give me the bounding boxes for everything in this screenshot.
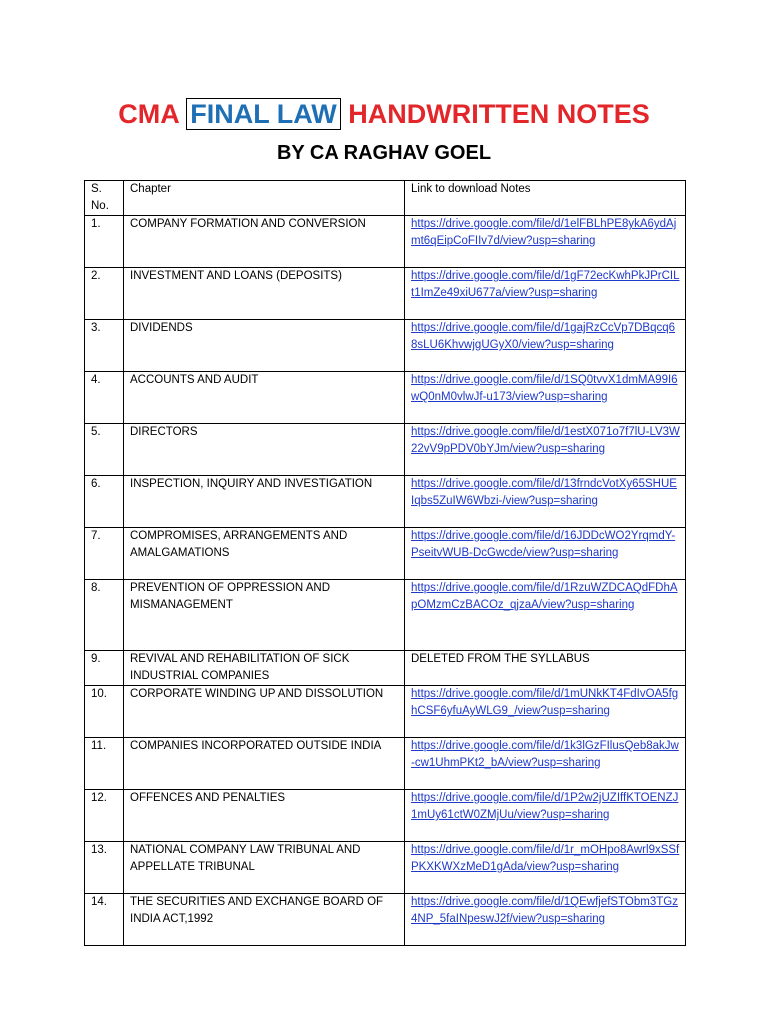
download-link[interactable]: https://drive.google.com/file/d/1QEwfjefSTObm3TGz4NP_5faINpeswJ2f/view?usp=sharing xyxy=(411,896,678,925)
download-link[interactable]: https://drive.google.com/file/d/1RzuWZDCAQdFDhApOMzmCzBACOz_qjzaA/view?usp=sharing xyxy=(411,582,678,611)
page-title xyxy=(0,96,768,132)
row-chapter: DIRECTORS xyxy=(124,424,405,476)
download-link[interactable]: https://drive.google.com/file/d/1r_mOHpo8Awrl9xSSfPKXKWXzMeD1gAda/view?usp=sharing xyxy=(411,844,680,873)
row-chapter: DIVIDENDS xyxy=(124,320,405,372)
page-subtitle: BY CA RAGHAV GOEL xyxy=(276,142,492,164)
table-row xyxy=(85,790,686,842)
row-chapter: INSPECTION, INQUIRY AND INVESTIGATION xyxy=(124,476,405,528)
row-sno: 1. xyxy=(85,216,124,268)
table-row xyxy=(85,842,686,894)
row-sno: 13. xyxy=(85,842,124,894)
download-link[interactable]: https://drive.google.com/file/d/16JDDcWO2YrqmdY-PseitvWUB-DcGwcde/view?usp=sharing xyxy=(411,530,676,559)
download-link[interactable]: https://drive.google.com/file/d/1elFBLhPE8ykA6ydAjmt6qEipCoFIIv7d/view?usp=sharing xyxy=(411,218,677,247)
header-link: Link to download Notes xyxy=(405,181,686,216)
row-chapter: COMPANIES INCORPORATED OUTSIDE INDIA xyxy=(124,738,405,790)
row-chapter: PREVENTION OF OPPRESSION AND MISMANAGEMENT xyxy=(124,580,405,651)
table-row xyxy=(85,738,686,790)
download-link[interactable]: https://drive.google.com/file/d/1estX071o7f7lU-LV3W22vV9pPDV0bYJm/view?usp=sharing xyxy=(411,426,680,455)
header-chapter: Chapter xyxy=(124,181,405,216)
row-sno: 9. xyxy=(85,651,124,686)
table-header-row xyxy=(85,181,686,216)
title-highlight: FINAL LAW xyxy=(186,98,340,130)
row-chapter: ACCOUNTS AND AUDIT xyxy=(124,372,405,424)
download-link[interactable]: https://drive.google.com/file/d/1P2w2jUZIffKTOENZJ1mUy61ctW0ZMjUu/view?usp=sharing xyxy=(411,792,679,821)
row-sno: 5. xyxy=(85,424,124,476)
row-chapter: NATIONAL COMPANY LAW TRIBUNAL AND APPELLATE TRIBUNAL xyxy=(124,842,405,894)
row-chapter: OFFENCES AND PENALTIES xyxy=(124,790,405,842)
row-sno: 6. xyxy=(85,476,124,528)
download-link[interactable]: https://drive.google.com/file/d/1gajRzCcVp7DBqcq68sLU6KhvwjgUGyX0/view?usp=sharing xyxy=(411,322,676,351)
row-sno: 3. xyxy=(85,320,124,372)
table-row xyxy=(85,424,686,476)
row-sno: 11. xyxy=(85,738,124,790)
row-chapter: COMPANY FORMATION AND CONVERSION xyxy=(124,216,405,268)
download-link[interactable]: https://drive.google.com/file/d/1mUNkKT4FdIvOA5fghCSF6yfuAyWLG9_/view?usp=sharing xyxy=(411,688,679,717)
table-row xyxy=(85,372,686,424)
row-chapter: COMPROMISES, ARRANGEMENTS AND AMALGAMATIONS xyxy=(124,528,405,580)
table-row xyxy=(85,216,686,268)
table-row xyxy=(85,268,686,320)
table-row xyxy=(85,528,686,580)
row-chapter: THE SECURITIES AND EXCHANGE BOARD OF INDIA ACT,1992 xyxy=(124,894,405,946)
row-sno: 4. xyxy=(85,372,124,424)
row-chapter: CORPORATE WINDING UP AND DISSOLUTION xyxy=(124,686,405,738)
table-row xyxy=(85,894,686,946)
row-sno: 8. xyxy=(85,580,124,651)
table-row xyxy=(85,320,686,372)
row-chapter: INVESTMENT AND LOANS (DEPOSITS) xyxy=(124,268,405,320)
row-sno: 2. xyxy=(85,268,124,320)
row-sno: 7. xyxy=(85,528,124,580)
download-link[interactable]: https://drive.google.com/file/d/13frndcVotXy65SHUEIqbs5ZuIW6Wbzi-/view?usp=sharing xyxy=(411,478,677,507)
download-link[interactable]: https://drive.google.com/file/d/1k3lGzFIlusQeb8akJw-cw1UhmPKt2_bA/view?usp=sharing xyxy=(411,740,679,769)
notes-table xyxy=(84,180,686,946)
row-sno: 14. xyxy=(85,894,124,946)
table-row xyxy=(85,651,686,686)
table-row xyxy=(85,686,686,738)
deleted-note: DELETED FROM THE SYLLABUS xyxy=(411,653,590,665)
row-sno: 10. xyxy=(85,686,124,738)
download-link[interactable]: https://drive.google.com/file/d/1gF72ecKwhPkJPrCILt1ImZe49xiU677a/view?usp=sharing xyxy=(411,270,680,299)
title-prefix: CMA xyxy=(118,99,187,129)
table-row xyxy=(85,476,686,528)
title-suffix: HANDWRITTEN NOTES xyxy=(340,99,650,129)
table-row xyxy=(85,580,686,651)
row-chapter: REVIVAL AND REHABILITATION OF SICK INDUSTRIAL COMPANIES xyxy=(124,651,405,686)
row-sno: 12. xyxy=(85,790,124,842)
download-link[interactable]: https://drive.google.com/file/d/1SQ0tvvX1dmMA99I6wQ0nM0vlwJf-u173/view?usp=sharing xyxy=(411,374,678,403)
header-sno: S. No. xyxy=(85,181,124,216)
